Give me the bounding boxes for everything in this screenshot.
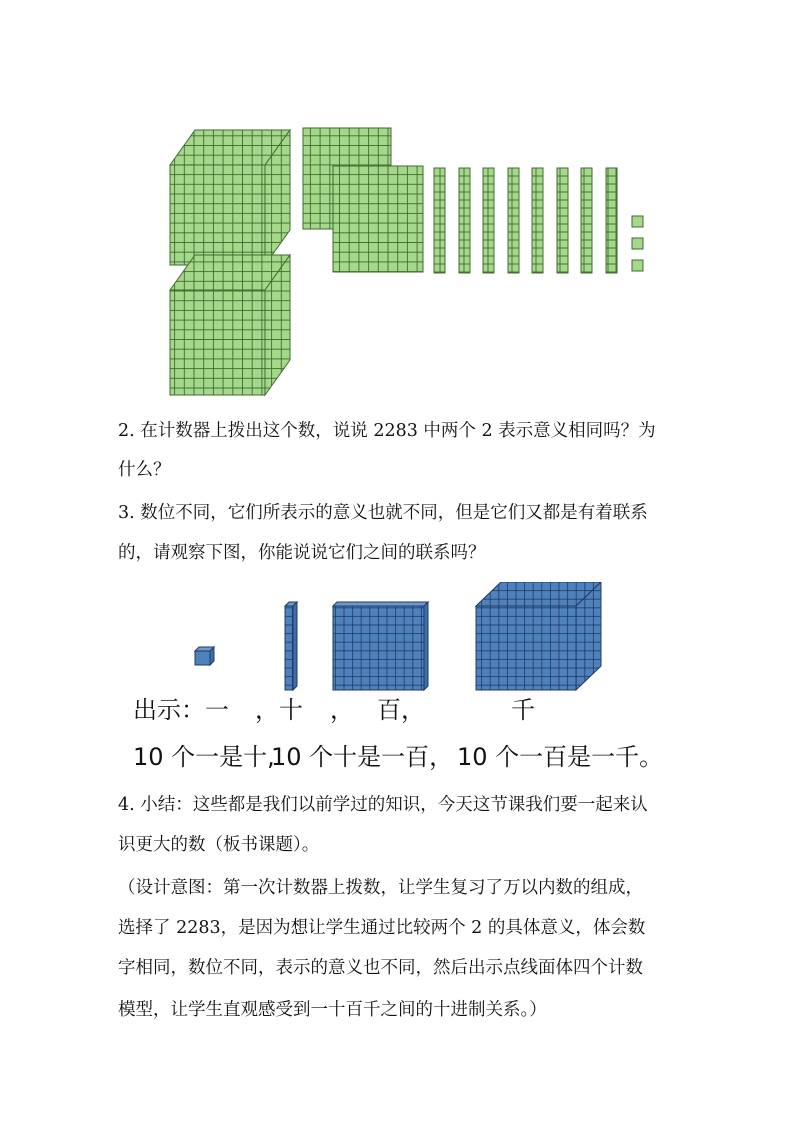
label-hundred: 百， <box>377 696 425 724</box>
relation-one-ten: 10 个一是十, <box>133 743 275 771</box>
unit-cube-icon <box>195 647 214 665</box>
blue-thousand-cube-icon <box>476 582 601 690</box>
ten-rod-icon <box>557 168 568 273</box>
ten-rod-icon <box>581 168 592 273</box>
ten-rod-icon <box>483 168 494 273</box>
one-cube-icon <box>632 216 643 227</box>
ten-rod-icon <box>434 168 445 273</box>
one-cube-icon <box>632 238 643 249</box>
figure-2283-blocks <box>0 0 794 420</box>
label-thousand: 千 <box>511 696 535 724</box>
one-cube-icon <box>632 260 643 271</box>
question-2-line-2: 什么？ <box>118 460 171 480</box>
label-comma: ， <box>330 696 354 724</box>
ten-rod-icon <box>508 168 519 273</box>
ten-rod-icon <box>532 168 543 273</box>
blue-hundred-flat-icon <box>333 602 428 690</box>
summary-line-1: 4. 小结：这些都是我们以前学过的知识，今天这节课我们要一起来认 <box>118 795 648 815</box>
design-note-line-2: 选择了 2283，是因为想让学生通过比较两个 2 的具体意义，体会数 <box>118 918 646 938</box>
design-note-line-3: 字相同，数位不同，表示的意义也不同，然后出示点线面体四个计数 <box>118 958 643 978</box>
thousand-cube-icon <box>170 255 290 395</box>
ten-rod-icon <box>459 168 470 273</box>
show-label-one: 出示：一 <box>133 696 229 724</box>
one-cubes <box>632 216 643 271</box>
ten-rod-icon <box>606 168 617 273</box>
summary-line-2: 识更大的数（板书课题）。 <box>118 835 320 855</box>
blue-ten-rod-icon <box>285 602 297 690</box>
relation-ten-hundred: 10 个十是一百， <box>271 743 454 771</box>
hundred-flat-icon <box>333 166 423 272</box>
relation-hundred-thousand: 10 个一百是一千。 <box>457 743 664 771</box>
thousand-cube-icon <box>170 130 290 265</box>
figure-place-value-models <box>0 582 794 692</box>
design-note-line-4: 模型，让学生直观感受到一十百千之间的十进制关系。） <box>118 1000 547 1020</box>
question-3-line-2: 的，请观察下图，你能说说它们之间的联系吗？ <box>118 543 486 563</box>
question-2-line-1: 2. 在计数器上拨出这个数，说说 2283 中两个 2 表示意义相同吗？为 <box>118 421 656 441</box>
design-note-line-1: （设计意图：第一次计数器上拨数，让学生复习了万以内数的组成， <box>118 878 643 898</box>
question-3-line-1: 3. 数位不同，它们所表示的意义也就不同，但是它们又都是有着联系 <box>118 503 648 523</box>
label-ten: ，十 <box>255 696 303 724</box>
ten-rods <box>434 168 617 273</box>
